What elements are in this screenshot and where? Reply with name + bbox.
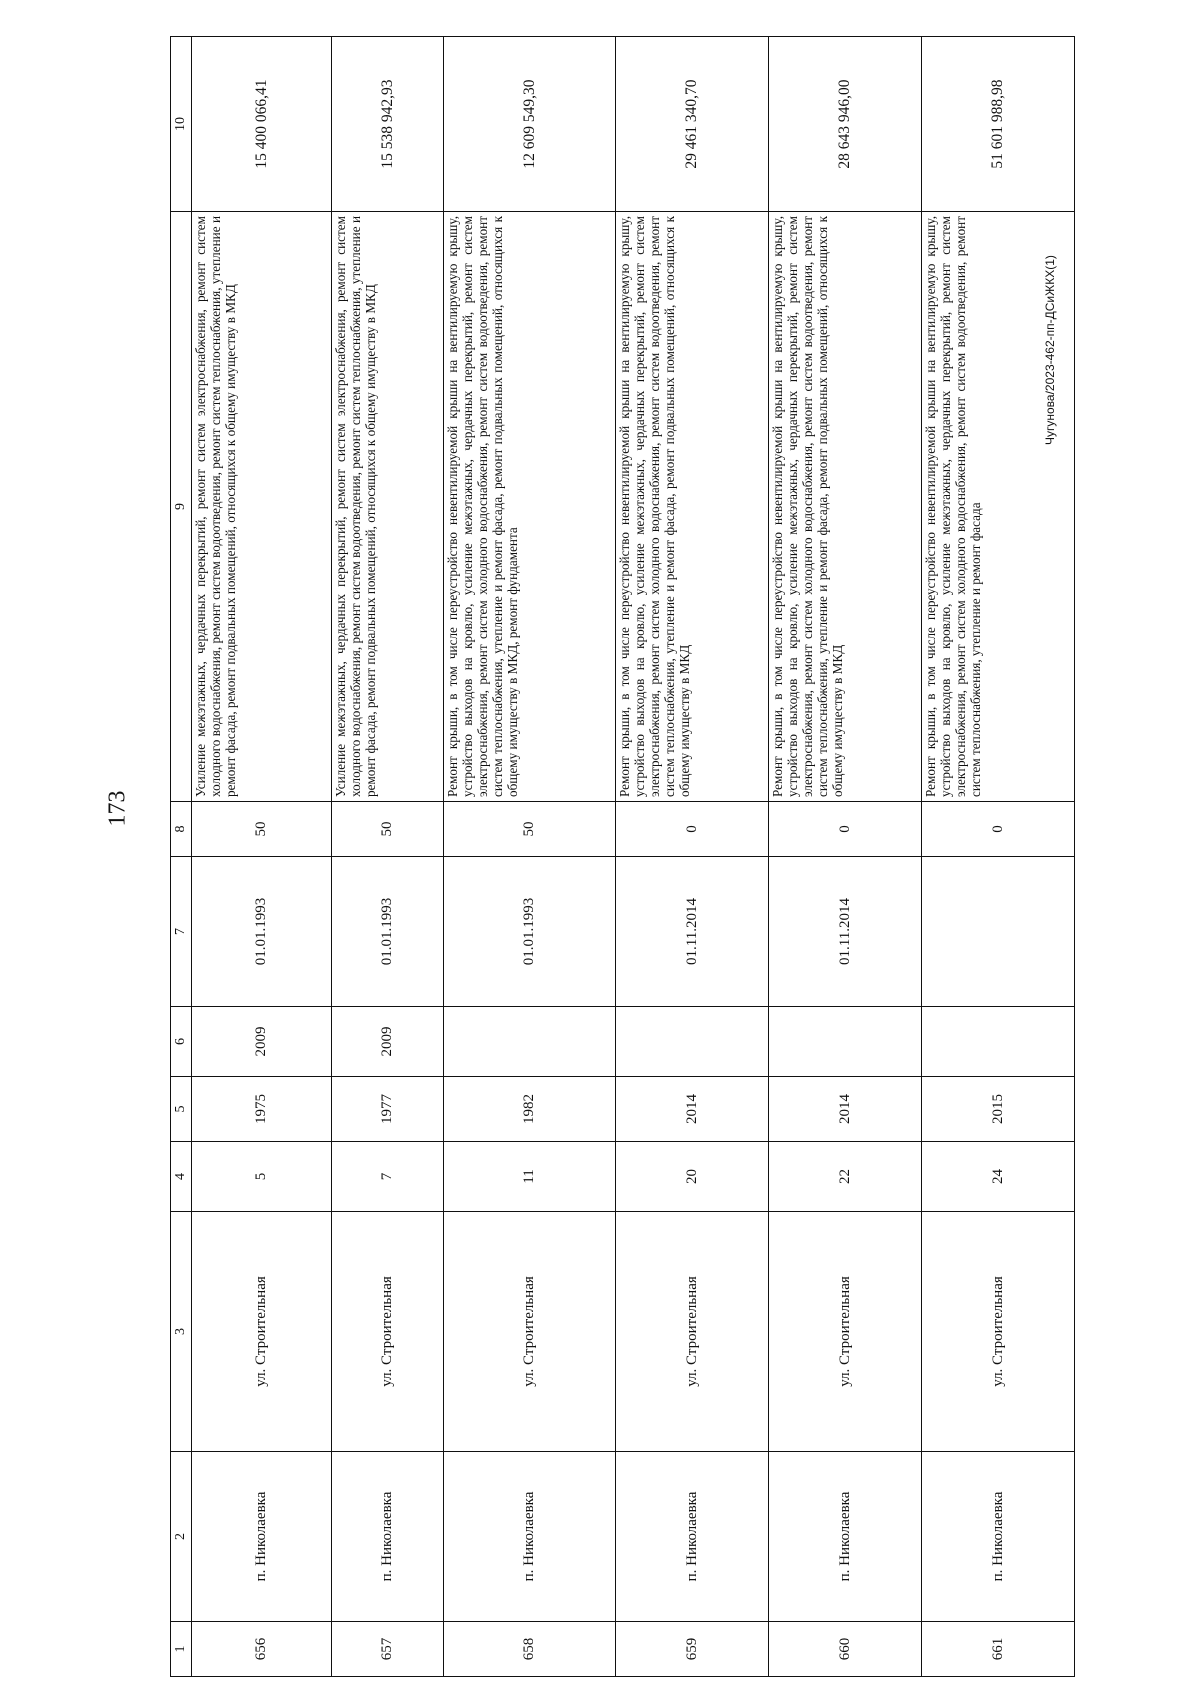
date-cell: 01.11.2014 xyxy=(769,857,922,1007)
locality-cell: п. Николаевка xyxy=(444,1452,616,1622)
date-cell xyxy=(922,857,1075,1007)
wear-cell: 0 xyxy=(616,802,769,857)
year-repair-cell: 2009 xyxy=(192,1007,332,1077)
year-built-cell: 1982 xyxy=(444,1077,616,1142)
cost-cell: 12 609 549,30 xyxy=(444,37,616,212)
row-number: 661 xyxy=(922,1622,1075,1677)
locality-cell: п. Николаевка xyxy=(616,1452,769,1622)
column-header-3: 3 xyxy=(171,1212,192,1452)
column-header-8: 8 xyxy=(171,802,192,857)
wear-cell: 50 xyxy=(444,802,616,857)
works-description-cell: Усиление межэтажных, чердачных перекрытий, ремонт систем электроснабжения, ремонт систем холодного водоснабжения, ремонт систем водоотведения, ремонт систем теплоснабжения, утепление и ремонт фасада, ремонт подвальных помещений, относящихся к общему имуществу в МКД xyxy=(332,212,444,802)
cost-cell: 51 601 988,98 xyxy=(922,37,1075,212)
column-header-5: 5 xyxy=(171,1077,192,1142)
rotated-table-container xyxy=(170,37,1075,1677)
year-repair-cell xyxy=(616,1007,769,1077)
house-number-cell: 5 xyxy=(192,1142,332,1212)
column-header-1: 1 xyxy=(171,1622,192,1677)
wear-cell: 50 xyxy=(332,802,444,857)
street-cell: ул. Строительная xyxy=(332,1212,444,1452)
date-cell: 01.01.1993 xyxy=(332,857,444,1007)
year-built-cell: 1977 xyxy=(332,1077,444,1142)
table-body xyxy=(192,37,1075,1677)
row-number: 660 xyxy=(769,1622,922,1677)
cost-cell: 29 461 340,70 xyxy=(616,37,769,212)
year-repair-cell xyxy=(444,1007,616,1077)
column-header-9: 9 xyxy=(171,212,192,802)
street-cell: ул. Строительная xyxy=(922,1212,1075,1452)
street-cell: ул. Строительная xyxy=(192,1212,332,1452)
column-header-2: 2 xyxy=(171,1452,192,1622)
row-number: 657 xyxy=(332,1622,444,1677)
street-cell: ул. Строительная xyxy=(444,1212,616,1452)
cost-cell: 15 400 066,41 xyxy=(192,37,332,212)
column-header-10: 10 xyxy=(171,37,192,212)
year-repair-cell xyxy=(769,1007,922,1077)
document-code: Чугунова/2023-462-пп-ДСиЖКХ(1) xyxy=(1043,255,1057,445)
table-row xyxy=(332,37,444,1677)
date-cell: 01.01.1993 xyxy=(444,857,616,1007)
year-built-cell: 2014 xyxy=(616,1077,769,1142)
table-row xyxy=(616,37,769,1677)
repair-program-table xyxy=(170,36,1075,1677)
wear-cell: 50 xyxy=(192,802,332,857)
cost-cell: 15 538 942,93 xyxy=(332,37,444,212)
date-cell: 01.01.1993 xyxy=(192,857,332,1007)
row-number: 659 xyxy=(616,1622,769,1677)
column-header-6: 6 xyxy=(171,1007,192,1077)
house-number-cell: 22 xyxy=(769,1142,922,1212)
column-header-4: 4 xyxy=(171,1142,192,1212)
row-number: 658 xyxy=(444,1622,616,1677)
year-repair-cell: 2009 xyxy=(332,1007,444,1077)
column-header-7: 7 xyxy=(171,857,192,1007)
table-row xyxy=(769,37,922,1677)
house-number-cell: 11 xyxy=(444,1142,616,1212)
locality-cell: п. Николаевка xyxy=(769,1452,922,1622)
page-number: 173 xyxy=(104,790,131,827)
house-number-cell: 20 xyxy=(616,1142,769,1212)
year-built-cell: 2015 xyxy=(922,1077,1075,1142)
wear-cell: 0 xyxy=(922,802,1075,857)
works-description-cell: Ремонт крыши, в том числе переустройство невентилируемой крыши на вентилируемую крышу, устройство выходов на кровлю, усиление межэтажных, чердачных перекрытий, ремонт систем электроснабжения, ремонт систем холодного водоснабжения, ремонт систем водоотведения, ремонт систем теплоснабжения, утепление и ремонт фасада, ремонт подвальных помещений, относящихся к общему имуществу в МКД xyxy=(616,212,769,802)
locality-cell: п. Николаевка xyxy=(922,1452,1075,1622)
year-repair-cell xyxy=(922,1007,1075,1077)
year-built-cell: 2014 xyxy=(769,1077,922,1142)
table-row xyxy=(444,37,616,1677)
works-description-cell: Ремонт крыши, в том числе переустройство невентилируемой крыши на вентилируемую крышу, устройство выходов на кровлю, усиление межэтажных, чердачных перекрытий, ремонт систем электроснабжения, ремонт систем холодного водоснабжения, ремонт систем водоотведения, ремонт систем теплоснабжения, утепление и ремонт фасада, ремонт подвальных помещений, относящихся к общему имуществу в МКД, ремонт фундамента xyxy=(444,212,616,802)
cost-cell: 28 643 946,00 xyxy=(769,37,922,212)
wear-cell: 0 xyxy=(769,802,922,857)
locality-cell: п. Николаевка xyxy=(192,1452,332,1622)
date-cell: 01.11.2014 xyxy=(616,857,769,1007)
street-cell: ул. Строительная xyxy=(616,1212,769,1452)
row-number: 656 xyxy=(192,1622,332,1677)
house-number-cell: 24 xyxy=(922,1142,1075,1212)
year-built-cell: 1975 xyxy=(192,1077,332,1142)
table-row xyxy=(192,37,332,1677)
header-row xyxy=(171,37,192,1677)
locality-cell: п. Николаевка xyxy=(332,1452,444,1622)
table-row xyxy=(922,37,1075,1677)
works-description-cell: Ремонт крыши, в том числе переустройство невентилируемой крыши на вентилируемую крышу, устройство выходов на кровлю, усиление межэтажных, чердачных перекрытий, ремонт систем электроснабжения, ремонт систем холодного водоснабжения, ремонт систем водоотведения, ремонт систем теплоснабжения, утепление и ремонт фасада xyxy=(922,212,1075,802)
works-description-cell: Ремонт крыши, в том числе переустройство невентилируемой крыши на вентилируемую крышу, устройство выходов на кровлю, усиление межэтажных, чердачных перекрытий, ремонт систем электроснабжения, ремонт систем холодного водоснабжения, ремонт систем водоотведения, ремонт систем теплоснабжения, утепление и ремонт фасада, ремонт подвальных помещений, относящихся к общему имуществу в МКД xyxy=(769,212,922,802)
house-number-cell: 7 xyxy=(332,1142,444,1212)
works-description-cell: Усиление межэтажных, чердачных перекрытий, ремонт систем электроснабжения, ремонт систем холодного водоснабжения, ремонт систем водоотведения, ремонт систем теплоснабжения, утепление и ремонт фасада, ремонт подвальных помещений, относящихся к общему имуществу в МКД xyxy=(192,212,332,802)
street-cell: ул. Строительная xyxy=(769,1212,922,1452)
